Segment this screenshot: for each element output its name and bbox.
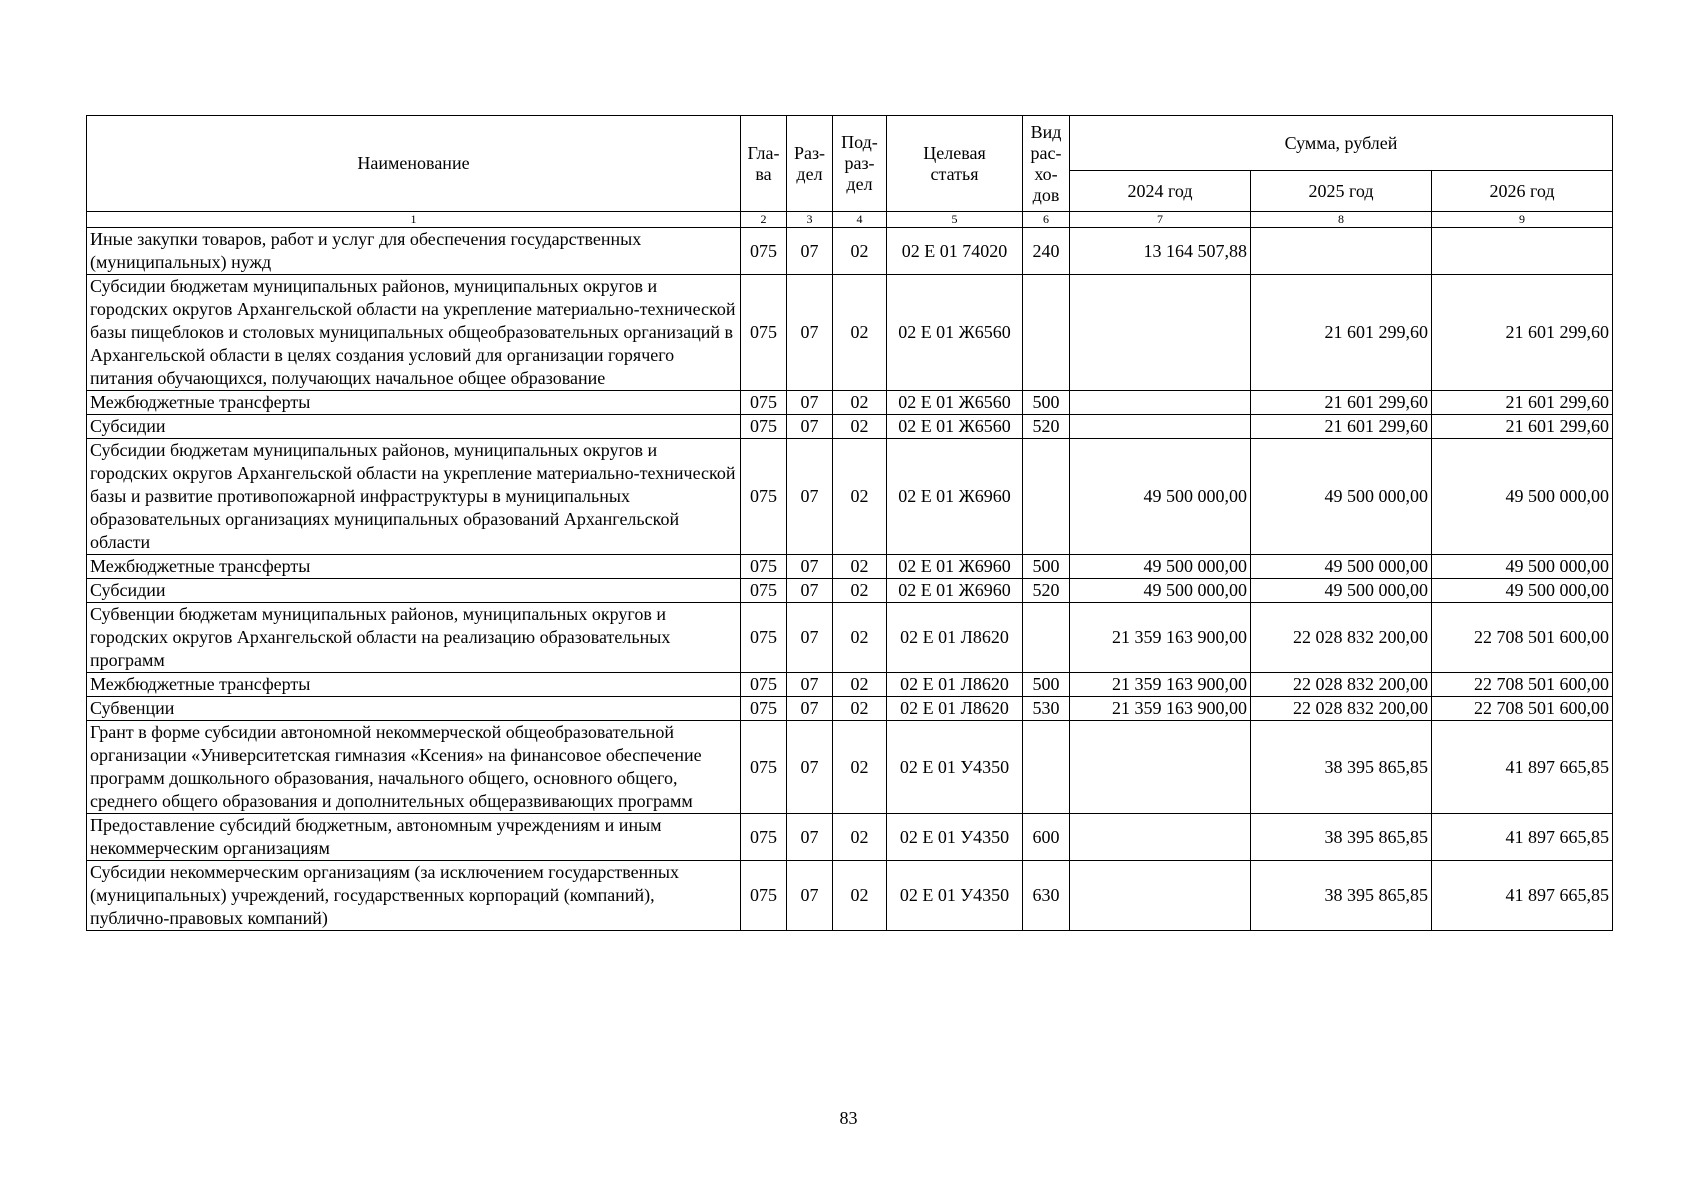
row-target-article: 02 Е 01 Л8620	[887, 673, 1023, 697]
row-glava: 075	[741, 721, 787, 814]
table-row	[87, 439, 1613, 555]
row-podrazdel: 02	[833, 814, 887, 861]
row-target-article: 02 Е 01 Ж6560	[887, 391, 1023, 415]
row-expense-type: 630	[1023, 861, 1070, 931]
row-target-article: 02 Е 01 У4350	[887, 814, 1023, 861]
row-amount-2025: 22 028 832 200,00	[1251, 697, 1432, 721]
row-name: Субвенции бюджетам муниципальных районов, муниципальных округов и городских округов Архангельской области на реализацию образовательных программ	[87, 603, 741, 673]
row-razdel: 07	[787, 814, 833, 861]
row-razdel: 07	[787, 228, 833, 275]
row-amount-2026: 49 500 000,00	[1432, 439, 1613, 555]
header-podrazdel: Под- раз- дел	[833, 116, 887, 212]
header-vid: Вид рас- хо- дов	[1023, 116, 1070, 212]
row-glava: 075	[741, 603, 787, 673]
row-name: Субсидии	[87, 579, 741, 603]
budget-table	[86, 115, 1613, 931]
row-glava: 075	[741, 814, 787, 861]
column-number: 8	[1251, 212, 1432, 228]
row-glava: 075	[741, 228, 787, 275]
table-row	[87, 555, 1613, 579]
row-podrazdel: 02	[833, 391, 887, 415]
row-amount-2026: 22 708 501 600,00	[1432, 603, 1613, 673]
row-amount-2024: 49 500 000,00	[1070, 579, 1251, 603]
row-amount-2024: 49 500 000,00	[1070, 439, 1251, 555]
row-amount-2024	[1070, 814, 1251, 861]
row-amount-2026: 41 897 665,85	[1432, 861, 1613, 931]
row-podrazdel: 02	[833, 603, 887, 673]
row-expense-type	[1023, 721, 1070, 814]
row-name: Субсидии бюджетам муниципальных районов, муниципальных округов и городских округов Архангельской области на укрепление материально-технической базы и развитие противопожарной инфраструктуры в муниципальных образовательных организациях муниципальных образований Архангельской области	[87, 439, 741, 555]
row-amount-2025: 49 500 000,00	[1251, 555, 1432, 579]
header-razdel: Раз- дел	[787, 116, 833, 212]
row-glava: 075	[741, 555, 787, 579]
row-target-article: 02 Е 01 Л8620	[887, 603, 1023, 673]
row-amount-2026: 21 601 299,60	[1432, 275, 1613, 391]
row-name: Субсидии	[87, 415, 741, 439]
row-glava: 075	[741, 579, 787, 603]
row-amount-2024	[1070, 861, 1251, 931]
row-name: Иные закупки товаров, работ и услуг для обеспечения государственных (муниципальных) нужд	[87, 228, 741, 275]
column-number: 6	[1023, 212, 1070, 228]
row-expense-type: 520	[1023, 579, 1070, 603]
table-row	[87, 579, 1613, 603]
row-podrazdel: 02	[833, 275, 887, 391]
table-row	[87, 603, 1613, 673]
row-podrazdel: 02	[833, 721, 887, 814]
row-expense-type: 240	[1023, 228, 1070, 275]
row-podrazdel: 02	[833, 555, 887, 579]
row-expense-type: 500	[1023, 555, 1070, 579]
row-target-article: 02 Е 01 Ж6960	[887, 555, 1023, 579]
header-year-2026: 2026 год	[1432, 171, 1613, 212]
row-amount-2024: 21 359 163 900,00	[1070, 673, 1251, 697]
row-target-article: 02 Е 01 У4350	[887, 721, 1023, 814]
row-razdel: 07	[787, 555, 833, 579]
row-expense-type: 530	[1023, 697, 1070, 721]
row-razdel: 07	[787, 275, 833, 391]
row-podrazdel: 02	[833, 439, 887, 555]
table-row	[87, 861, 1613, 931]
row-amount-2025: 22 028 832 200,00	[1251, 603, 1432, 673]
column-number: 5	[887, 212, 1023, 228]
row-expense-type	[1023, 603, 1070, 673]
header-name: Наименование	[87, 116, 741, 212]
table-row	[87, 228, 1613, 275]
row-target-article: 02 Е 01 У4350	[887, 861, 1023, 931]
row-amount-2024: 49 500 000,00	[1070, 555, 1251, 579]
row-expense-type	[1023, 275, 1070, 391]
row-expense-type: 500	[1023, 391, 1070, 415]
row-name: Субвенции	[87, 697, 741, 721]
row-amount-2025: 38 395 865,85	[1251, 721, 1432, 814]
row-target-article: 02 Е 01 Ж6560	[887, 275, 1023, 391]
row-amount-2026: 49 500 000,00	[1432, 555, 1613, 579]
row-razdel: 07	[787, 391, 833, 415]
row-name: Субсидии бюджетам муниципальных районов, муниципальных округов и городских округов Архангельской области на укрепление материально-технической базы пищеблоков и столовых муниципальных общеобразовательных организаций в Архангельской области в целях создания условий для организации горячего питания обучающихся, получающих начальное общее образование	[87, 275, 741, 391]
row-podrazdel: 02	[833, 415, 887, 439]
row-amount-2025: 21 601 299,60	[1251, 275, 1432, 391]
row-expense-type	[1023, 439, 1070, 555]
page-number: 83	[839, 1108, 858, 1128]
row-podrazdel: 02	[833, 579, 887, 603]
column-numbers-row	[87, 212, 1613, 228]
row-razdel: 07	[787, 579, 833, 603]
row-name: Межбюджетные трансферты	[87, 555, 741, 579]
row-expense-type: 520	[1023, 415, 1070, 439]
row-podrazdel: 02	[833, 861, 887, 931]
header-summa: Сумма, рублей	[1070, 116, 1613, 171]
row-target-article: 02 Е 01 Ж6960	[887, 439, 1023, 555]
row-glava: 075	[741, 673, 787, 697]
row-razdel: 07	[787, 861, 833, 931]
header-year-2024: 2024 год	[1070, 171, 1251, 212]
table-row	[87, 415, 1613, 439]
row-amount-2024	[1070, 721, 1251, 814]
table-row	[87, 673, 1613, 697]
row-razdel: 07	[787, 673, 833, 697]
row-amount-2024	[1070, 415, 1251, 439]
row-razdel: 07	[787, 415, 833, 439]
column-number: 9	[1432, 212, 1613, 228]
row-amount-2024: 13 164 507,88	[1070, 228, 1251, 275]
row-target-article: 02 Е 01 74020	[887, 228, 1023, 275]
row-glava: 075	[741, 415, 787, 439]
row-amount-2024	[1070, 391, 1251, 415]
row-amount-2025: 49 500 000,00	[1251, 579, 1432, 603]
row-target-article: 02 Е 01 Ж6560	[887, 415, 1023, 439]
row-podrazdel: 02	[833, 697, 887, 721]
column-number: 3	[787, 212, 833, 228]
row-name: Межбюджетные трансферты	[87, 391, 741, 415]
row-podrazdel: 02	[833, 673, 887, 697]
row-amount-2025: 38 395 865,85	[1251, 814, 1432, 861]
row-amount-2026: 22 708 501 600,00	[1432, 697, 1613, 721]
column-number: 1	[87, 212, 741, 228]
column-number: 7	[1070, 212, 1251, 228]
row-glava: 075	[741, 275, 787, 391]
row-amount-2024: 21 359 163 900,00	[1070, 697, 1251, 721]
row-amount-2025: 38 395 865,85	[1251, 861, 1432, 931]
row-amount-2026: 21 601 299,60	[1432, 415, 1613, 439]
row-glava: 075	[741, 861, 787, 931]
row-name: Предоставление субсидий бюджетным, автономным учреждениям и иным некоммерческим организациям	[87, 814, 741, 861]
row-razdel: 07	[787, 439, 833, 555]
row-name: Субсидии некоммерческим организациям (за исключением государственных (муниципальных) учреждений, государственных корпораций (компаний), публично-правовых компаний)	[87, 861, 741, 931]
row-expense-type: 600	[1023, 814, 1070, 861]
row-name: Грант в форме субсидии автономной некоммерческой общеобразовательной организации «Университетская гимназия «Ксения» на финансовое обеспечение программ дошкольного образования, начального общего, основного общего, среднего общего образования и дополнительных общеразвивающих программ	[87, 721, 741, 814]
row-razdel: 07	[787, 721, 833, 814]
row-amount-2026: 41 897 665,85	[1432, 721, 1613, 814]
row-amount-2026: 21 601 299,60	[1432, 391, 1613, 415]
header-year-2025: 2025 год	[1251, 171, 1432, 212]
column-number: 2	[741, 212, 787, 228]
header-celevaya: Целевая статья	[887, 116, 1023, 212]
row-amount-2025: 21 601 299,60	[1251, 391, 1432, 415]
row-amount-2026: 41 897 665,85	[1432, 814, 1613, 861]
header-glava: Гла- ва	[741, 116, 787, 212]
table-row	[87, 391, 1613, 415]
table-row	[87, 721, 1613, 814]
table-row	[87, 697, 1613, 721]
table-row	[87, 814, 1613, 861]
row-amount-2025: 22 028 832 200,00	[1251, 673, 1432, 697]
column-number: 4	[833, 212, 887, 228]
header-row	[87, 116, 1613, 171]
row-amount-2024: 21 359 163 900,00	[1070, 603, 1251, 673]
row-amount-2024	[1070, 275, 1251, 391]
row-target-article: 02 Е 01 Л8620	[887, 697, 1023, 721]
row-expense-type: 500	[1023, 673, 1070, 697]
row-name: Межбюджетные трансферты	[87, 673, 741, 697]
row-glava: 075	[741, 391, 787, 415]
row-razdel: 07	[787, 697, 833, 721]
row-razdel: 07	[787, 603, 833, 673]
row-amount-2026	[1432, 228, 1613, 275]
row-amount-2026: 49 500 000,00	[1432, 579, 1613, 603]
row-amount-2025	[1251, 228, 1432, 275]
row-glava: 075	[741, 439, 787, 555]
row-amount-2026: 22 708 501 600,00	[1432, 673, 1613, 697]
row-podrazdel: 02	[833, 228, 887, 275]
row-amount-2025: 49 500 000,00	[1251, 439, 1432, 555]
row-amount-2025: 21 601 299,60	[1251, 415, 1432, 439]
table-row	[87, 275, 1613, 391]
row-target-article: 02 Е 01 Ж6960	[887, 579, 1023, 603]
row-glava: 075	[741, 697, 787, 721]
